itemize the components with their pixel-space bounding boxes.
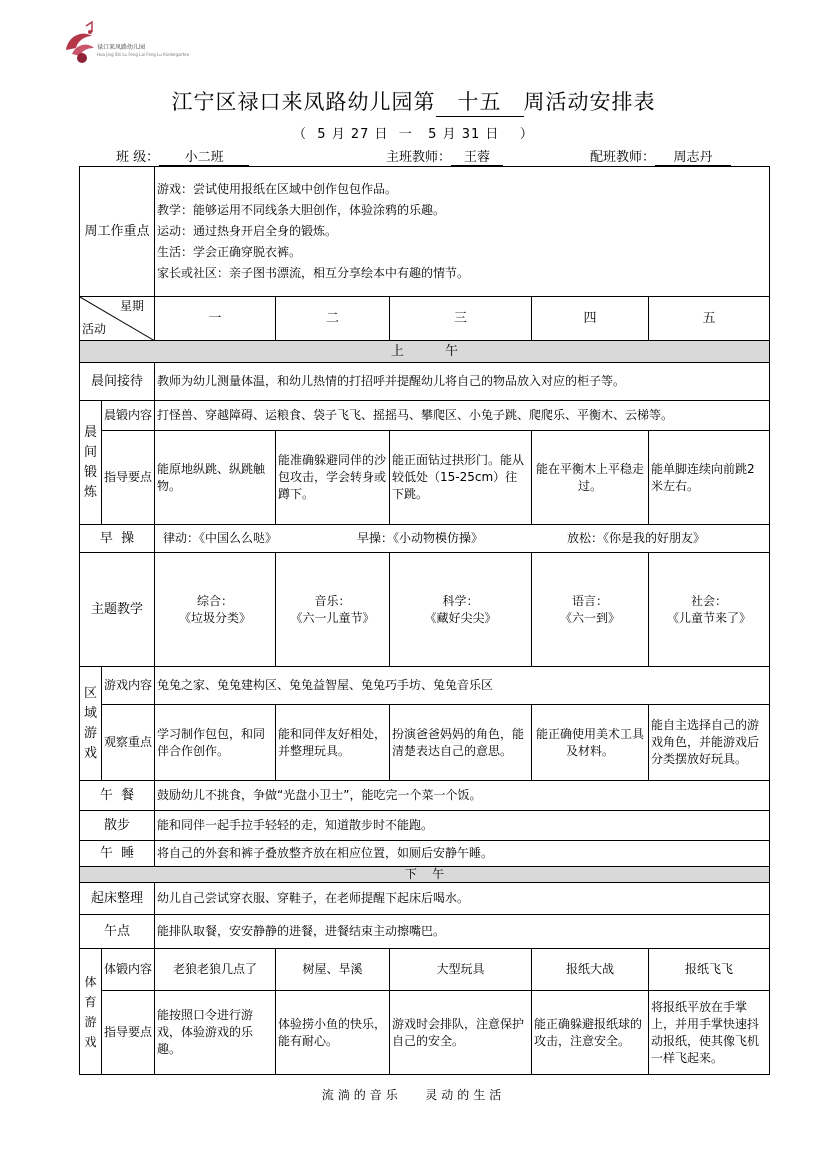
footer-motto: 流淌的音乐 灵动的生活 [321, 1088, 506, 1102]
theme-subject: 语言： [572, 593, 609, 608]
class-info [0, 146, 827, 166]
area-content-row [80, 667, 770, 705]
gym-content [155, 525, 770, 553]
week-activity-corner [80, 297, 155, 341]
co-teacher-field [590, 146, 731, 166]
nap-text: 将自己的外套和裤子叠放整齐放在相应位置，如厕后安静午睡。 [155, 841, 770, 867]
snack-text: 能排队取餐，安安静静的进餐，进餐结束主动擦嘴巴。 [155, 915, 770, 949]
main-teacher-label: 主班教师： [386, 150, 452, 165]
afternoon-label: 下 午 [80, 867, 770, 883]
walk-text: 能和同伴一起手拉手轻轻的走，知道散步时不能跑。 [155, 811, 770, 841]
class-label: 班 级： [116, 150, 160, 165]
theme-label [80, 553, 155, 667]
exercise-guide-label: 指导要点 [102, 431, 155, 525]
area-group-label [80, 667, 102, 781]
afternoon-band [80, 867, 770, 883]
co-teacher-value: 周志丹 [655, 146, 731, 166]
focus-game: 游戏：尝试使用报纸在区域中创作包包作品。 [157, 182, 398, 196]
lunch-label: 午 餐 [80, 781, 155, 811]
weekly-focus-row [80, 167, 770, 297]
theme-mon [155, 553, 276, 667]
week-number: 十五 [436, 86, 524, 117]
weekly-focus-label: 周工作重点 [80, 167, 155, 297]
focus-sports: 运动：通过热身开启全身的锻炼。 [157, 224, 338, 238]
title-suffix: 周活动安排表 [523, 90, 656, 114]
theme-subject: 音乐： [314, 593, 351, 608]
date-range: （ 5 月 27 日 一 5 月 31 日 ） [293, 127, 534, 142]
focus-life: 生活：学会正确穿脱衣裤。 [157, 245, 302, 259]
theme-subject: 综合： [197, 593, 234, 608]
exercise-guide-row [80, 431, 770, 525]
area-observe-thu: 能正确使用美术工具及材料。 [532, 705, 649, 781]
pe-guide-row [80, 991, 770, 1075]
pe-guide-label: 指导要点 [102, 991, 155, 1075]
pe-content-tue: 树屋、旱溪 [276, 949, 390, 991]
wake-text: 幼儿自己尝试穿衣服、穿鞋子，在老师提醒下起床后喝水。 [155, 883, 770, 915]
pe-content-mon: 老狼老狼几点了 [155, 949, 276, 991]
wake-label: 起床整理 [80, 883, 155, 915]
wake-row [80, 883, 770, 915]
logo-name-english: Hua Jing Shi Lu Feng Lai Feng Lu Kindergarten [97, 52, 190, 57]
lunch-row [80, 781, 770, 811]
theme-title: 《六一到》 [560, 610, 621, 625]
area-observe-label: 观察重点 [102, 705, 155, 781]
theme-label-text: 主题教学 [91, 602, 144, 617]
exercise-group-text: 晨 间 锻 炼 [83, 424, 97, 500]
area-content-text: 兔兔之家、兔兔建构区、兔兔益智屋、兔兔巧手坊、兔兔音乐区 [155, 667, 770, 705]
gym-rhythm: 律动：《中国么么哒》 [163, 531, 278, 545]
area-observe-wed: 扮演爸爸妈妈的角色，能清楚表达自己的意思。 [390, 705, 532, 781]
activity-label: 活动 [82, 322, 107, 336]
area-group-text: 区 域 游 戏 [83, 685, 97, 761]
weekly-focus-content [155, 167, 770, 297]
reception-text: 教师为幼儿测量体温，和幼儿热情的打招呼并提醒幼儿将自己的物品放入对应的柜子等。 [155, 363, 770, 401]
weekday-header-row [80, 297, 770, 341]
focus-community: 家长或社区：亲子图书漂流，相互分享绘本中有趣的情节。 [157, 266, 470, 280]
pe-guide-mon: 能按照口令进行游戏，体验游戏的乐趣。 [155, 991, 276, 1075]
nap-row [80, 841, 770, 867]
logo-name: 禄口来凤路幼儿园 [97, 44, 146, 51]
exercise-content-text: 打怪兽、穿越障碍、运粮食、袋子飞飞、摇摇马、攀爬区、小兔子跳、爬爬乐、平衡木、云梯等。 [155, 401, 770, 431]
nap-label: 午 睡 [80, 841, 155, 867]
morning-band [80, 341, 770, 363]
pe-content-fri: 报纸飞飞 [649, 949, 770, 991]
gym-morning: 早操：《小动物模仿操》 [357, 531, 484, 545]
exercise-content-label: 晨锻内容 [102, 401, 155, 431]
area-observe-tue: 能和同伴友好相处，并整理玩具。 [276, 705, 390, 781]
pe-guide-thu: 能正确躲避报纸球的攻击，注意安全。 [532, 991, 649, 1075]
theme-tue [276, 553, 390, 667]
day-header-tue: 二 [276, 297, 390, 341]
theme-fri [649, 553, 770, 667]
exercise-guide-mon: 能原地纵跳、纵跳触物。 [155, 431, 276, 525]
theme-subject: 社会： [691, 593, 728, 608]
week-label: 星期 [120, 299, 145, 313]
logo-caption [97, 44, 189, 58]
class-field [116, 146, 249, 166]
gym-row [80, 525, 770, 553]
day-header-thu: 四 [532, 297, 649, 341]
main-teacher-field [386, 146, 503, 166]
exercise-guide-wed: 能正面钻过拱形门。能从较低处（15-25cm）往下跳。 [390, 431, 532, 525]
class-value: 小二班 [159, 146, 249, 166]
walk-row [80, 811, 770, 841]
exercise-guide-thu: 能在平衡木上平稳走过。 [532, 431, 649, 525]
gym-label: 早 操 [80, 525, 155, 553]
pe-content-wed: 大型玩具 [390, 949, 532, 991]
area-observe-fri: 能自主选择自己的游戏角色，并能游戏后分类摆放好玩具。 [649, 705, 770, 781]
theme-wed [390, 553, 532, 667]
walk-label: 散步 [80, 811, 155, 841]
kindergarten-logo [62, 18, 182, 66]
focus-teaching: 教学：能够运用不同线条大胆创作，体验涂鸦的乐趣。 [157, 203, 446, 217]
pe-content-thu: 报纸大战 [532, 949, 649, 991]
theme-subject: 科学： [442, 593, 479, 608]
main-teacher-value: 王蓉 [451, 146, 503, 166]
area-observe-mon: 学习制作包包，和同伴合作创作。 [155, 705, 276, 781]
pe-content-label: 体锻内容 [102, 949, 155, 991]
exercise-content-row [80, 401, 770, 431]
pe-group-text: 体 育 游 戏 [84, 974, 97, 1049]
reception-row [80, 363, 770, 401]
area-content-label: 游戏内容 [102, 667, 155, 705]
morning-label: 上 午 [80, 341, 770, 363]
day-header-fri: 五 [649, 297, 770, 341]
co-teacher-label: 配班教师： [590, 150, 656, 165]
theme-row [80, 553, 770, 667]
gym-relax: 放松：《你是我的好朋友》 [567, 531, 706, 545]
exercise-group-label [80, 401, 102, 525]
theme-title: 《藏好尖尖》 [424, 610, 497, 625]
exercise-guide-fri: 能单脚连续向前跳2 米左右。 [649, 431, 770, 525]
area-observe-row [80, 705, 770, 781]
lunch-text: 鼓励幼儿不挑食，争做“光盘小卫士”，能吃完一个菜一个饭。 [155, 781, 770, 811]
pe-content-row [80, 949, 770, 991]
theme-title: 《六一儿童节》 [290, 610, 375, 625]
pe-guide-tue: 体验捞小鱼的快乐，能有耐心。 [276, 991, 390, 1075]
day-header-mon: 一 [155, 297, 276, 341]
reception-label: 晨间接待 [80, 363, 155, 401]
theme-thu [532, 553, 649, 667]
schedule-table [79, 166, 770, 1075]
pe-guide-wed: 游戏时会排队，注意保护自己的安全。 [390, 991, 532, 1075]
exercise-guide-tue: 能准确躲避同伴的沙包攻击，学会转身或蹲下。 [276, 431, 390, 525]
day-header-wed: 三 [390, 297, 532, 341]
page-title [0, 86, 827, 117]
pe-guide-fri: 将报纸平放在手掌上，并用手掌快速抖动报纸，使其像飞机一样飞起来。 [649, 991, 770, 1075]
theme-title: 《垃圾分类》 [179, 610, 252, 625]
snack-row [80, 915, 770, 949]
theme-title: 《儿童节来了》 [667, 610, 752, 625]
title-prefix: 江宁区禄口来凤路幼儿园第 [171, 90, 436, 114]
pe-group-label [80, 949, 102, 1075]
snack-label: 午点 [80, 915, 155, 949]
